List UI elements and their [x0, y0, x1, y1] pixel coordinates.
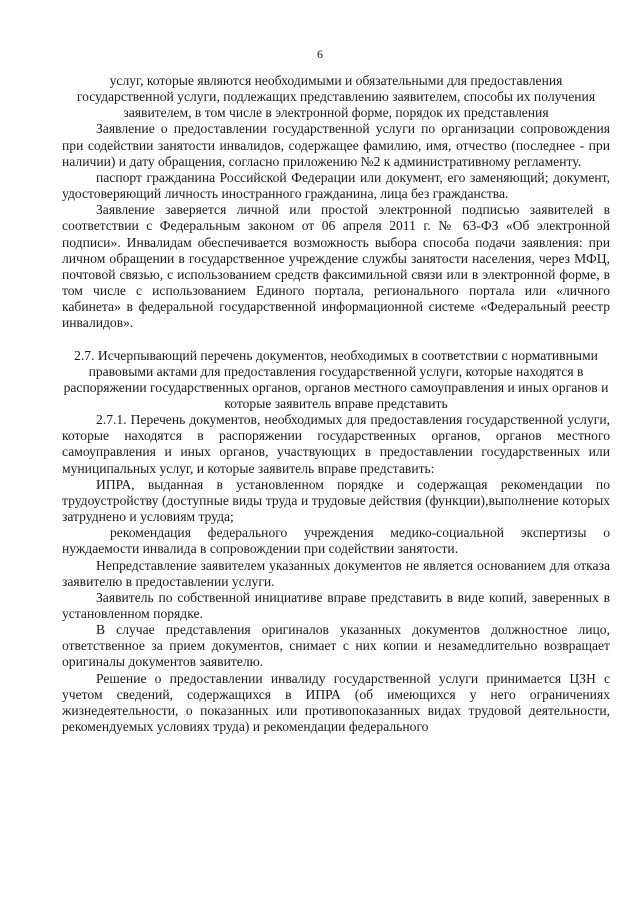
paragraph-recommendation: рекомендация федерального учреждения медико-социальной экспертизы о нуждаемости инвалида в сопровождении при содействии занятости.: [62, 525, 610, 557]
paragraph-signature: Заявление заверяется личной или простой электронной подписью заявителей в соответствии с Федеральным законом от 06 апреля 2011 г. № 63-ФЗ «Об электронной подписи». Инвалидам обеспечивается возможность выбора способа подачи заявления: при личном обращении в государственное учреждение службы занятости населения, через МФЦ, почтовой связью, с использованием средств факсимильной связи или в электронной форме, в том числе с использованием Единого портала, регионального портала или «личного кабинета» в федеральной государственной информационной системе «Федеральный реестр инвалидов».: [62, 202, 610, 331]
document-body: [62, 73, 610, 735]
paragraph-originals: В случае представления оригиналов указанных документов должностное лицо, ответственное за прием документов, снимает с них копии и незамедлительно возвращает оригиналы документов заявителю.: [62, 622, 610, 670]
paragraph-ipra: ИПРА, выданная в установленном порядке и содержащая рекомендации по трудоустройству (доступные виды труда и трудовые действия (функции),выполнение которых затруднено и условиям труда;: [62, 476, 610, 525]
section-heading-continuation: услуг, которые являются необходимыми и обязательными для предоставления государственной услуги, подлежащих представлению заявителем, способы их получения заявителем, в том числе в электронной форме, порядок их представления: [76, 73, 596, 121]
paragraph-non-submission: Непредставление заявителем указанных документов не является основанием для отказа заявителю в предоставлении услуги.: [62, 557, 610, 589]
paragraph-2-7-1: 2.7.1. Перечень документов, необходимых для предоставления государственной услуги, которые находятся в распоряжении государственных органов, органов местного самоуправления и иных органов, участвующих в предоставлении государственных или муниципальных услуг, и которые заявитель вправе представить:: [62, 412, 610, 476]
section-heading-2-7: 2.7. Исчерпывающий перечень документов, необходимых в соответствии с нормативными правовыми актами для предоставления государственной услуги, которые находятся в распоряжении государственных органов, органов местного самоуправления и иных органов и которые заявитель вправе представить: [63, 347, 609, 411]
paragraph-decision: Решение о предоставлении инвалиду государственной услуги принимается ЦЗН с учетом сведений, содержащихся в ИПРА (об имеющихся у него ограничениях жизнедеятельности, о показанных или противопоказанных видах трудовой деятельности, рекомендуемых условиях труда) и рекомендации федерального: [62, 670, 610, 735]
paragraph-application: Заявление о предоставлении государственной услуги по организации сопровождения при содействии занятости инвалидов, содержащее фамилию, имя, отчество (последнее - при наличии) и дату обращения, согласно приложению №2 к административному регламенту.: [62, 121, 610, 169]
paragraph-passport: паспорт гражданина Российской Федерации или документ, его заменяющий; документ, удостоверяющий личность иностранного гражданина, лица без гражданства.: [62, 169, 610, 202]
page-number: 6: [317, 47, 323, 61]
paragraph-own-initiative: Заявитель по собственной инициативе вправе представить в виде копий, заверенных в установленном порядке.: [62, 589, 610, 621]
